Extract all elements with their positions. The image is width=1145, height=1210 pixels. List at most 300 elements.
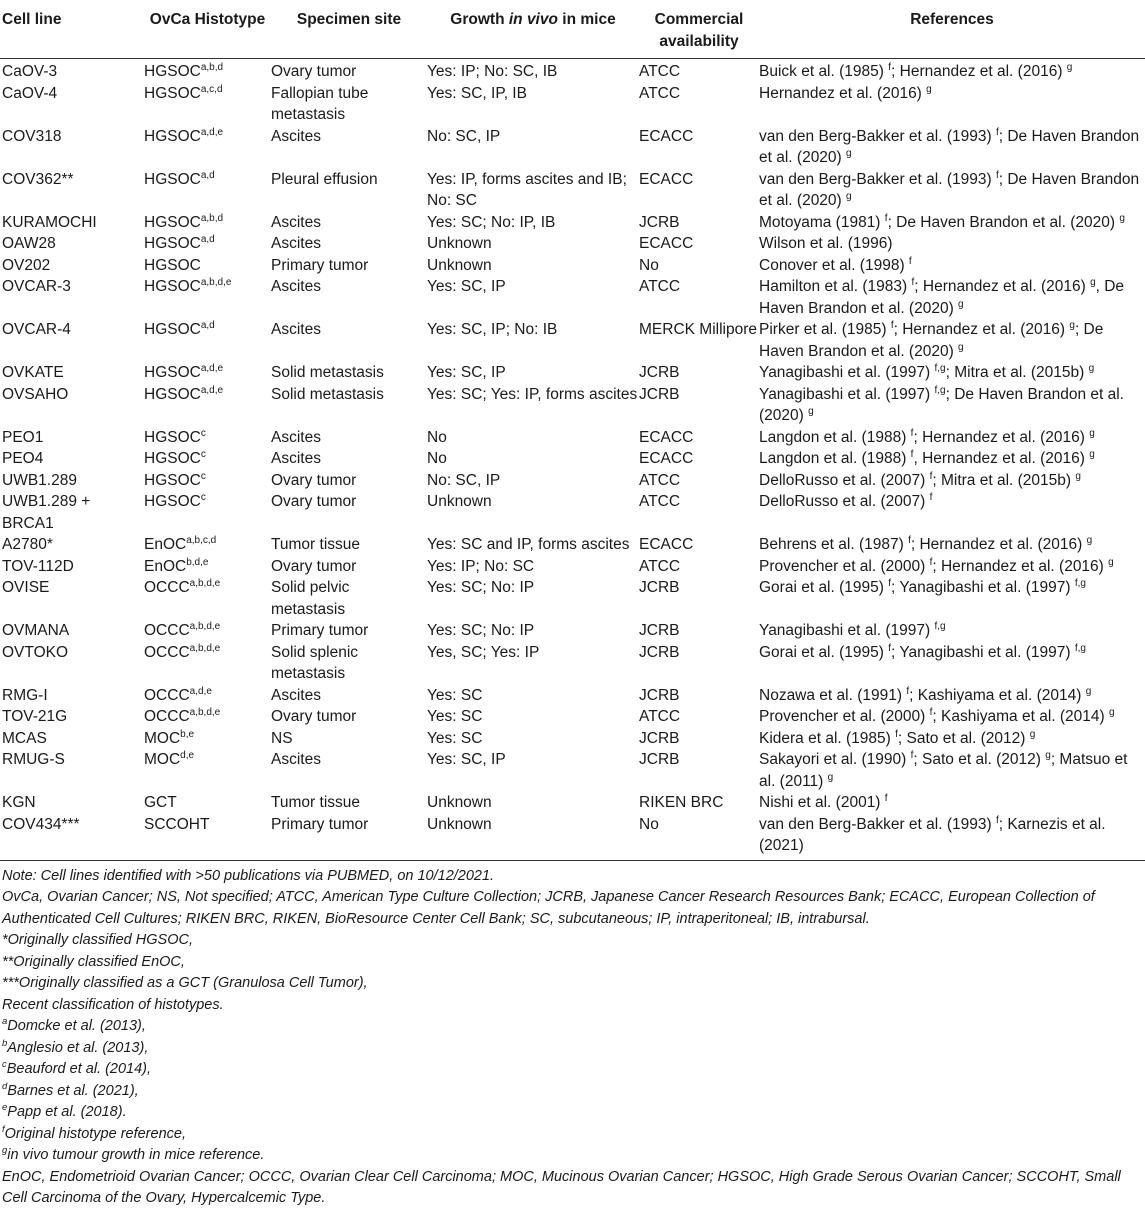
table-row <box>0 470 1145 492</box>
growth-in-vivo: Yes: SC; No: IP <box>427 579 535 596</box>
superscript-note: g <box>827 771 834 783</box>
text-run: ; Yanagibashi et al. (1997) <box>891 643 1075 661</box>
histotype-superscript: a,b,d,e <box>189 642 221 654</box>
superscript-note: f <box>995 814 999 826</box>
cell-line: OVCAR-3 <box>2 278 71 295</box>
text-run: OvCa, Ovarian Cancer; NS, Not specified; ATCC, American Type Culture Collection; JCRB, Japanese Cancer Research Resources Bank; ECACC, European Collection of Authenticated Cell Cultures; RIKEN BRC, RIKEN, BioResource Center Cell Bank; SC, subcutaneous; IP, intraperitoneal; IB, intrabursal. <box>2 889 1095 927</box>
histotype: SCCOHT <box>144 815 210 833</box>
histotype: OCCC <box>144 686 190 704</box>
histotype-superscript: c <box>200 491 206 503</box>
text-run: Langdon et al. (1988) <box>759 450 911 467</box>
references <box>759 534 1145 556</box>
histotype-cell <box>144 169 271 212</box>
histotype-cell <box>144 620 271 642</box>
histotype-cell <box>144 448 271 470</box>
cell-line: TOV-112D <box>2 557 74 575</box>
text-run: Growth <box>450 11 509 28</box>
text-run: Conover et al. (1998) <box>759 256 909 274</box>
histotype-superscript: d,e <box>180 749 195 761</box>
specimen-site: Ascites <box>271 213 321 231</box>
text-run: Yanagibashi et al. (1997) <box>759 364 935 381</box>
growth-in-vivo: Yes: SC <box>427 686 483 704</box>
superscript-note: f <box>895 728 898 740</box>
commercial-availability: ECACC <box>639 127 694 145</box>
growth-in-vivo: Yes: SC, IP <box>427 364 506 381</box>
text-run: ; De Haven Brandon et al. (2020) <box>759 170 1140 209</box>
histotype-cell <box>144 255 271 277</box>
growth-in-vivo: Yes: SC, IP <box>427 278 506 295</box>
superscript-note: f <box>910 427 914 439</box>
histotype-cell <box>144 276 271 319</box>
commercial-availability: MERCK Millipore <box>639 321 757 338</box>
growth-in-vivo: Yes: SC, IP, IB <box>427 84 527 102</box>
text-run: ; Matsuo et al. (2011) <box>759 751 1128 790</box>
column-header <box>427 0 639 59</box>
commercial-availability: ATCC <box>639 557 681 575</box>
text-run: Kidera et al. (1985) <box>759 729 896 747</box>
text-run: ; De Haven Brandon et al. (2020) <box>887 213 1120 231</box>
superscript-note: f,g <box>934 620 946 632</box>
table-row <box>0 384 1145 427</box>
superscript-note: c <box>2 1059 7 1071</box>
table-row <box>0 233 1145 255</box>
specimen-site: Tumor tissue <box>271 794 361 811</box>
histotype-cell <box>144 470 271 492</box>
specimen-site: Ascites <box>271 321 321 338</box>
column-header <box>0 0 144 59</box>
references <box>759 362 1145 384</box>
text-run: Yanagibashi et al. (1997) <box>759 385 935 403</box>
superscript-note: f <box>995 169 999 181</box>
histotype-superscript: b,d,e <box>186 556 209 568</box>
superscript-note: f <box>929 491 933 503</box>
text-run: ; Karnezis et al. (2021) <box>759 815 1106 854</box>
text-run: Langdon et al. (1988) <box>759 428 911 446</box>
specimen-site: Ascites <box>271 686 321 704</box>
growth-in-vivo: Yes: SC <box>427 708 483 725</box>
specimen-site: Ovary tumor <box>271 63 357 80</box>
cell-line: RMG-I <box>2 686 48 704</box>
cell-line: OV202 <box>2 256 51 274</box>
superscript-note: f <box>888 61 892 73</box>
histotype-cell <box>144 792 271 814</box>
superscript-note: f <box>929 556 933 568</box>
commercial-availability: ECACC <box>639 450 694 467</box>
growth-in-vivo: Unknown <box>427 256 492 274</box>
growth-in-vivo: Yes: IP; No: SC <box>427 557 535 575</box>
superscript-note: f <box>929 706 933 718</box>
superscript-note: g <box>1089 448 1095 460</box>
commercial-availability: No <box>639 256 659 274</box>
text-run: van den Berg-Bakker et al. (1993) <box>759 170 996 188</box>
text-run: Motoyama (1981) <box>759 213 885 231</box>
growth-in-vivo: No: SC, IP <box>427 127 501 145</box>
histotype: EnOC <box>144 557 187 575</box>
commercial-availability: ECACC <box>639 170 694 188</box>
cell-line: OAW28 <box>2 235 56 252</box>
text-run: Barnes et al. (2021), <box>7 1082 139 1099</box>
specimen-site: Ovary tumor <box>271 493 357 510</box>
references <box>759 427 1145 449</box>
header-row <box>0 0 1145 59</box>
text-run: Specimen site <box>296 11 402 28</box>
commercial-availability: JCRB <box>639 751 680 768</box>
text-run: ; Hernandez et al. (2016) <box>893 321 1070 338</box>
text-run: Anglesio et al. (2013), <box>7 1039 149 1056</box>
specimen-site: Pleural effusion <box>271 170 378 188</box>
specimen-site: Ascites <box>271 450 321 467</box>
text-run: , Hernandez et al. (2016) <box>913 450 1090 467</box>
cell-line: MCAS <box>2 729 47 747</box>
commercial-availability: JCRB <box>639 622 680 639</box>
text-run: ; Hernandez et al. (2016) <box>891 63 1067 80</box>
footnote-line <box>2 887 1141 930</box>
text-run: van den Berg-Bakker et al. (1993) <box>759 815 996 833</box>
footnote-line <box>2 930 1141 952</box>
histotype-superscript: a,d <box>200 169 215 181</box>
text-run: ; Mitra et al. (2015b) <box>932 471 1076 489</box>
superscript-note: g <box>1085 685 1092 697</box>
table-row <box>0 59 1145 83</box>
text-run: ; De Haven Brandon et al. (2020) <box>759 321 1104 360</box>
histotype-superscript: a,d,e <box>200 126 224 138</box>
histotype-cell <box>144 59 271 83</box>
cell-line: OVKATE <box>2 364 64 381</box>
text-run: References <box>910 11 994 28</box>
text-run: DelloRusso et al. (2007) <box>759 471 930 489</box>
table-row <box>0 491 1145 534</box>
growth-in-vivo: Yes: SC; Yes: IP, forms ascites <box>427 385 638 403</box>
histotype: MOC <box>144 729 181 747</box>
superscript-note: d <box>2 1080 8 1092</box>
histotype: GCT <box>144 794 177 811</box>
references <box>759 685 1145 707</box>
cell-line: CaOV-4 <box>2 84 58 102</box>
text-run: ; Yanagibashi et al. (1997) <box>891 579 1075 596</box>
histotype-cell <box>144 491 271 534</box>
table-row <box>0 448 1145 470</box>
text-run: Original histotype reference, <box>4 1125 186 1142</box>
histotype: OCCC <box>144 579 190 596</box>
references <box>759 319 1145 362</box>
footnote-line <box>2 1167 1141 1210</box>
cell-line: RMUG-S <box>2 751 65 768</box>
superscript-note: g <box>1066 61 1073 73</box>
specimen-site: Ascites <box>271 235 321 252</box>
references <box>759 470 1145 492</box>
text-run: ; Hernandez et al. (2016) <box>910 536 1087 553</box>
footnote-line <box>2 1124 1141 1146</box>
superscript-note: f <box>910 448 914 460</box>
footnote-line <box>2 1081 1141 1103</box>
histotype: HGSOC <box>144 63 201 80</box>
growth-in-vivo: No <box>427 428 447 446</box>
text-run: ; Sato et al. (2012) <box>897 729 1030 747</box>
text-run: Behrens et al. (1987) <box>759 536 909 553</box>
histotype-cell <box>144 685 271 707</box>
histotype: HGSOC <box>144 235 201 252</box>
superscript-note: e <box>2 1102 8 1114</box>
histotype-superscript: a,b,d,e <box>200 276 232 288</box>
specimen-site: Primary tumor <box>271 814 427 861</box>
growth-in-vivo: No: SC, IP <box>427 471 501 489</box>
references <box>759 642 1145 685</box>
histotype-cell <box>144 577 271 620</box>
commercial-availability: JCRB <box>639 364 680 381</box>
references <box>759 814 1145 861</box>
references <box>759 233 1145 255</box>
table-row <box>0 534 1145 556</box>
table-row <box>0 427 1145 449</box>
text-run: Sakayori et al. (1990) <box>759 751 911 768</box>
text-run: **Originally classified EnOC, <box>2 953 185 970</box>
superscript-note: f <box>911 276 915 288</box>
histotype-superscript: a,b,d <box>200 61 224 73</box>
superscript-note: g <box>846 190 852 202</box>
superscript-note: f <box>888 642 892 654</box>
table-row <box>0 362 1145 384</box>
cell-line: COV362** <box>2 170 74 188</box>
specimen-site: Solid metastasis <box>271 364 384 381</box>
histotype: OCCC <box>144 622 190 639</box>
histotype-cell <box>144 642 271 685</box>
specimen-site: Ascites <box>271 751 321 768</box>
references <box>759 620 1145 642</box>
specimen-site: Primary tumor <box>271 256 369 274</box>
growth-in-vivo: Yes: SC <box>427 729 483 747</box>
histotype: HGSOC <box>144 256 201 274</box>
table-row <box>0 620 1145 642</box>
histotype: HGSOC <box>144 385 201 403</box>
histotype-superscript: a,d <box>200 233 215 245</box>
histotype-cell <box>144 83 271 126</box>
histotype-cell <box>144 749 271 792</box>
references <box>759 83 1145 126</box>
superscript-note: f <box>908 255 912 267</box>
histotype-superscript: c <box>200 470 206 482</box>
histotype-superscript: a,c,d <box>200 83 223 95</box>
histotype: HGSOC <box>144 170 201 188</box>
text-run: Hamilton et al. (1983) <box>759 278 912 295</box>
references <box>759 59 1145 83</box>
growth-in-vivo: No <box>427 450 447 467</box>
text-run: Gorai et al. (1995) <box>759 579 889 596</box>
references <box>759 577 1145 620</box>
table-row <box>0 126 1145 169</box>
specimen-site: Ascites <box>271 278 321 295</box>
histotype-superscript: a,d <box>200 319 215 331</box>
superscript-note: g <box>1086 534 1093 546</box>
growth-in-vivo: Yes: SC, IP; No: IB <box>427 321 558 338</box>
superscript-note: g <box>1109 706 1115 718</box>
commercial-availability: JCRB <box>639 213 680 231</box>
superscript-note: b <box>2 1037 8 1049</box>
column-header <box>639 0 759 59</box>
text-run: DelloRusso et al. (2007) <box>759 493 930 510</box>
histotype-superscript: c <box>200 448 206 460</box>
superscript-note: g <box>958 298 964 310</box>
table-row <box>0 642 1145 685</box>
table-row <box>0 814 1145 861</box>
superscript-note: g <box>926 83 932 95</box>
references <box>759 749 1145 792</box>
superscript-note: g <box>1088 362 1095 374</box>
column-header <box>144 0 271 59</box>
histotype: MOC <box>144 751 181 768</box>
specimen-site: Ascites <box>271 127 321 145</box>
histotype: HGSOC <box>144 493 201 510</box>
cell-line: KURAMOCHI <box>2 213 97 231</box>
growth-in-vivo: Yes: SC; No: IP <box>427 622 535 639</box>
text-run: Hernandez et al. (2016) <box>759 84 927 102</box>
text-run: Note: Cell lines identified with >50 publications via PUBMED, on 10/12/2021. <box>2 867 495 884</box>
text-run: ; Sato et al. (2012) <box>913 751 1046 768</box>
footnote-line <box>2 1145 1141 1167</box>
text-run: Beauford et al. (2014), <box>6 1061 152 1077</box>
cell-line: COV434*** <box>0 814 144 861</box>
text-run: Pirker et al. (1985) <box>759 321 891 338</box>
histotype: HGSOC <box>144 471 201 489</box>
italic-text: in vivo <box>508 11 558 28</box>
superscript-note: g <box>808 405 814 417</box>
superscript-note: f <box>908 534 911 546</box>
specimen-site: Ovary tumor <box>271 557 357 575</box>
superscript-note: f <box>884 792 888 804</box>
histotype: HGSOC <box>144 321 201 338</box>
superscript-note: f <box>888 577 892 589</box>
specimen-site: Fallopian tube metastasis <box>271 84 369 123</box>
text-run: Wilson et al. (1996) <box>759 235 893 252</box>
text-run: ; De Haven Brandon et al. (2020) <box>759 385 1124 424</box>
text-run: , De Haven Brandon et al. (2020) <box>759 278 1125 317</box>
text-run: in mice <box>557 11 616 28</box>
superscript-note: g <box>1090 276 1096 288</box>
table-row <box>0 276 1145 319</box>
specimen-site: Ovary tumor <box>271 708 357 725</box>
text-run: Nozawa et al. (1991) <box>759 686 907 704</box>
commercial-availability: ECACC <box>639 536 694 553</box>
histotype-cell <box>144 319 271 362</box>
cell-line: A2780* <box>2 536 53 553</box>
superscript-note: g <box>1108 556 1114 568</box>
references <box>759 126 1145 169</box>
superscript-note: g <box>958 341 964 353</box>
superscript-note: g <box>846 147 852 159</box>
table-row <box>0 728 1145 750</box>
cell-line: UWB1.289 <box>2 471 77 489</box>
superscript-note: f <box>890 319 894 331</box>
text-run: Nishi et al. (2001) <box>759 794 885 811</box>
superscript-note: f,g <box>934 384 946 396</box>
cell-line: OVCAR-4 <box>2 321 71 338</box>
text-run: EnOC, Endometrioid Ovarian Cancer; OCCC, Ovarian Clear Cell Carcinoma; MOC, Mucinous Ovarian Cancer; HGSOC, High Grade Serous Ovarian Cancer; SCCOHT, Small Cell Carcinoma of the Ovary, Hypercalcemic Type. <box>2 1168 1121 1206</box>
superscript-note: f,g <box>1074 577 1086 589</box>
histotype: HGSOC <box>144 428 201 446</box>
text-run: *Originally classified HGSOC, <box>2 932 193 948</box>
table-row <box>0 792 1145 814</box>
histotype-superscript: a,b,d,e <box>189 577 221 589</box>
histotype: HGSOC <box>144 364 201 381</box>
commercial-availability: JCRB <box>639 729 680 747</box>
cell-line: UWB1.289 + BRCA1 <box>2 493 91 532</box>
histotype: HGSOC <box>144 278 201 295</box>
footnote-line <box>2 973 1141 995</box>
text-run: ; Kashiyama et al. (2014) <box>909 686 1086 704</box>
histotype: HGSOC <box>144 450 201 467</box>
text-run: ; De Haven Brandon et al. (2020) <box>759 127 1140 166</box>
histotype-superscript: b,e <box>180 728 195 740</box>
footnotes <box>0 861 1145 1210</box>
footnote-line <box>2 1016 1141 1038</box>
commercial-availability: JCRB <box>639 643 680 661</box>
histotype: OCCC <box>144 643 190 661</box>
specimen-site: Solid splenic metastasis <box>271 643 359 682</box>
table-row <box>0 319 1145 362</box>
superscript-note: g <box>1119 212 1125 224</box>
table-row <box>0 83 1145 126</box>
histotype: OCCC <box>144 708 190 725</box>
text-run: Commercial availability <box>654 11 744 50</box>
text-run: Cell line <box>2 11 62 28</box>
superscript-note: a <box>2 1016 8 1028</box>
commercial-availability: JCRB <box>639 686 680 704</box>
commercial-availability: ATCC <box>639 708 681 725</box>
references <box>759 728 1145 750</box>
growth-in-vivo: Unknown <box>427 493 492 510</box>
text-run: Buick et al. (1985) <box>759 63 889 80</box>
text-run: Provencher et al. (2000) <box>759 708 930 725</box>
cell-line: COV318 <box>2 127 62 145</box>
text-run: Gorai et al. (1995) <box>759 643 889 661</box>
superscript-note: f <box>906 685 910 697</box>
growth-in-vivo: Yes: SC, IP <box>427 751 506 768</box>
text-run: Domcke et al. (2013), <box>7 1018 146 1034</box>
text-run: Yanagibashi et al. (1997) <box>759 622 935 639</box>
histotype-cell <box>144 706 271 728</box>
footnote-line <box>2 1038 1141 1060</box>
superscript-note: g <box>1045 749 1051 761</box>
superscript-note: f,g <box>1074 642 1086 654</box>
superscript-note: g <box>1069 319 1075 331</box>
histotype-superscript: a,d,e <box>200 384 224 396</box>
growth-in-vivo: Yes: SC and IP, forms ascites <box>427 536 630 553</box>
specimen-site: Primary tumor <box>271 622 369 639</box>
references <box>759 276 1145 319</box>
commercial-availability: ATCC <box>639 278 681 295</box>
growth-in-vivo: Yes, SC; Yes: IP <box>427 643 540 661</box>
text-run: ; Hernandez et al. (2016) <box>914 278 1091 295</box>
footnote-line <box>2 1102 1141 1124</box>
table-row <box>0 169 1145 212</box>
specimen-site: Solid metastasis <box>271 385 384 403</box>
superscript-note: g <box>2 1145 8 1157</box>
references <box>759 706 1145 728</box>
text-run: ***Originally classified as a GCT (Granulosa Cell Tumor), <box>2 975 368 991</box>
table-row <box>0 706 1145 728</box>
histotype-cell <box>144 814 271 861</box>
histotype: HGSOC <box>144 213 201 231</box>
superscript-note: g <box>1075 470 1081 482</box>
histotype-cell <box>144 427 271 449</box>
growth-in-vivo: Unknown <box>427 235 492 252</box>
growth-in-vivo: Yes: SC; No: IP, IB <box>427 213 556 231</box>
references <box>759 448 1145 470</box>
growth-in-vivo: Unknown <box>427 794 492 811</box>
commercial-availability: ATCC <box>639 63 681 80</box>
table-row <box>0 556 1145 578</box>
cell-line: CaOV-3 <box>2 63 58 80</box>
commercial-availability: ATCC <box>639 84 681 102</box>
